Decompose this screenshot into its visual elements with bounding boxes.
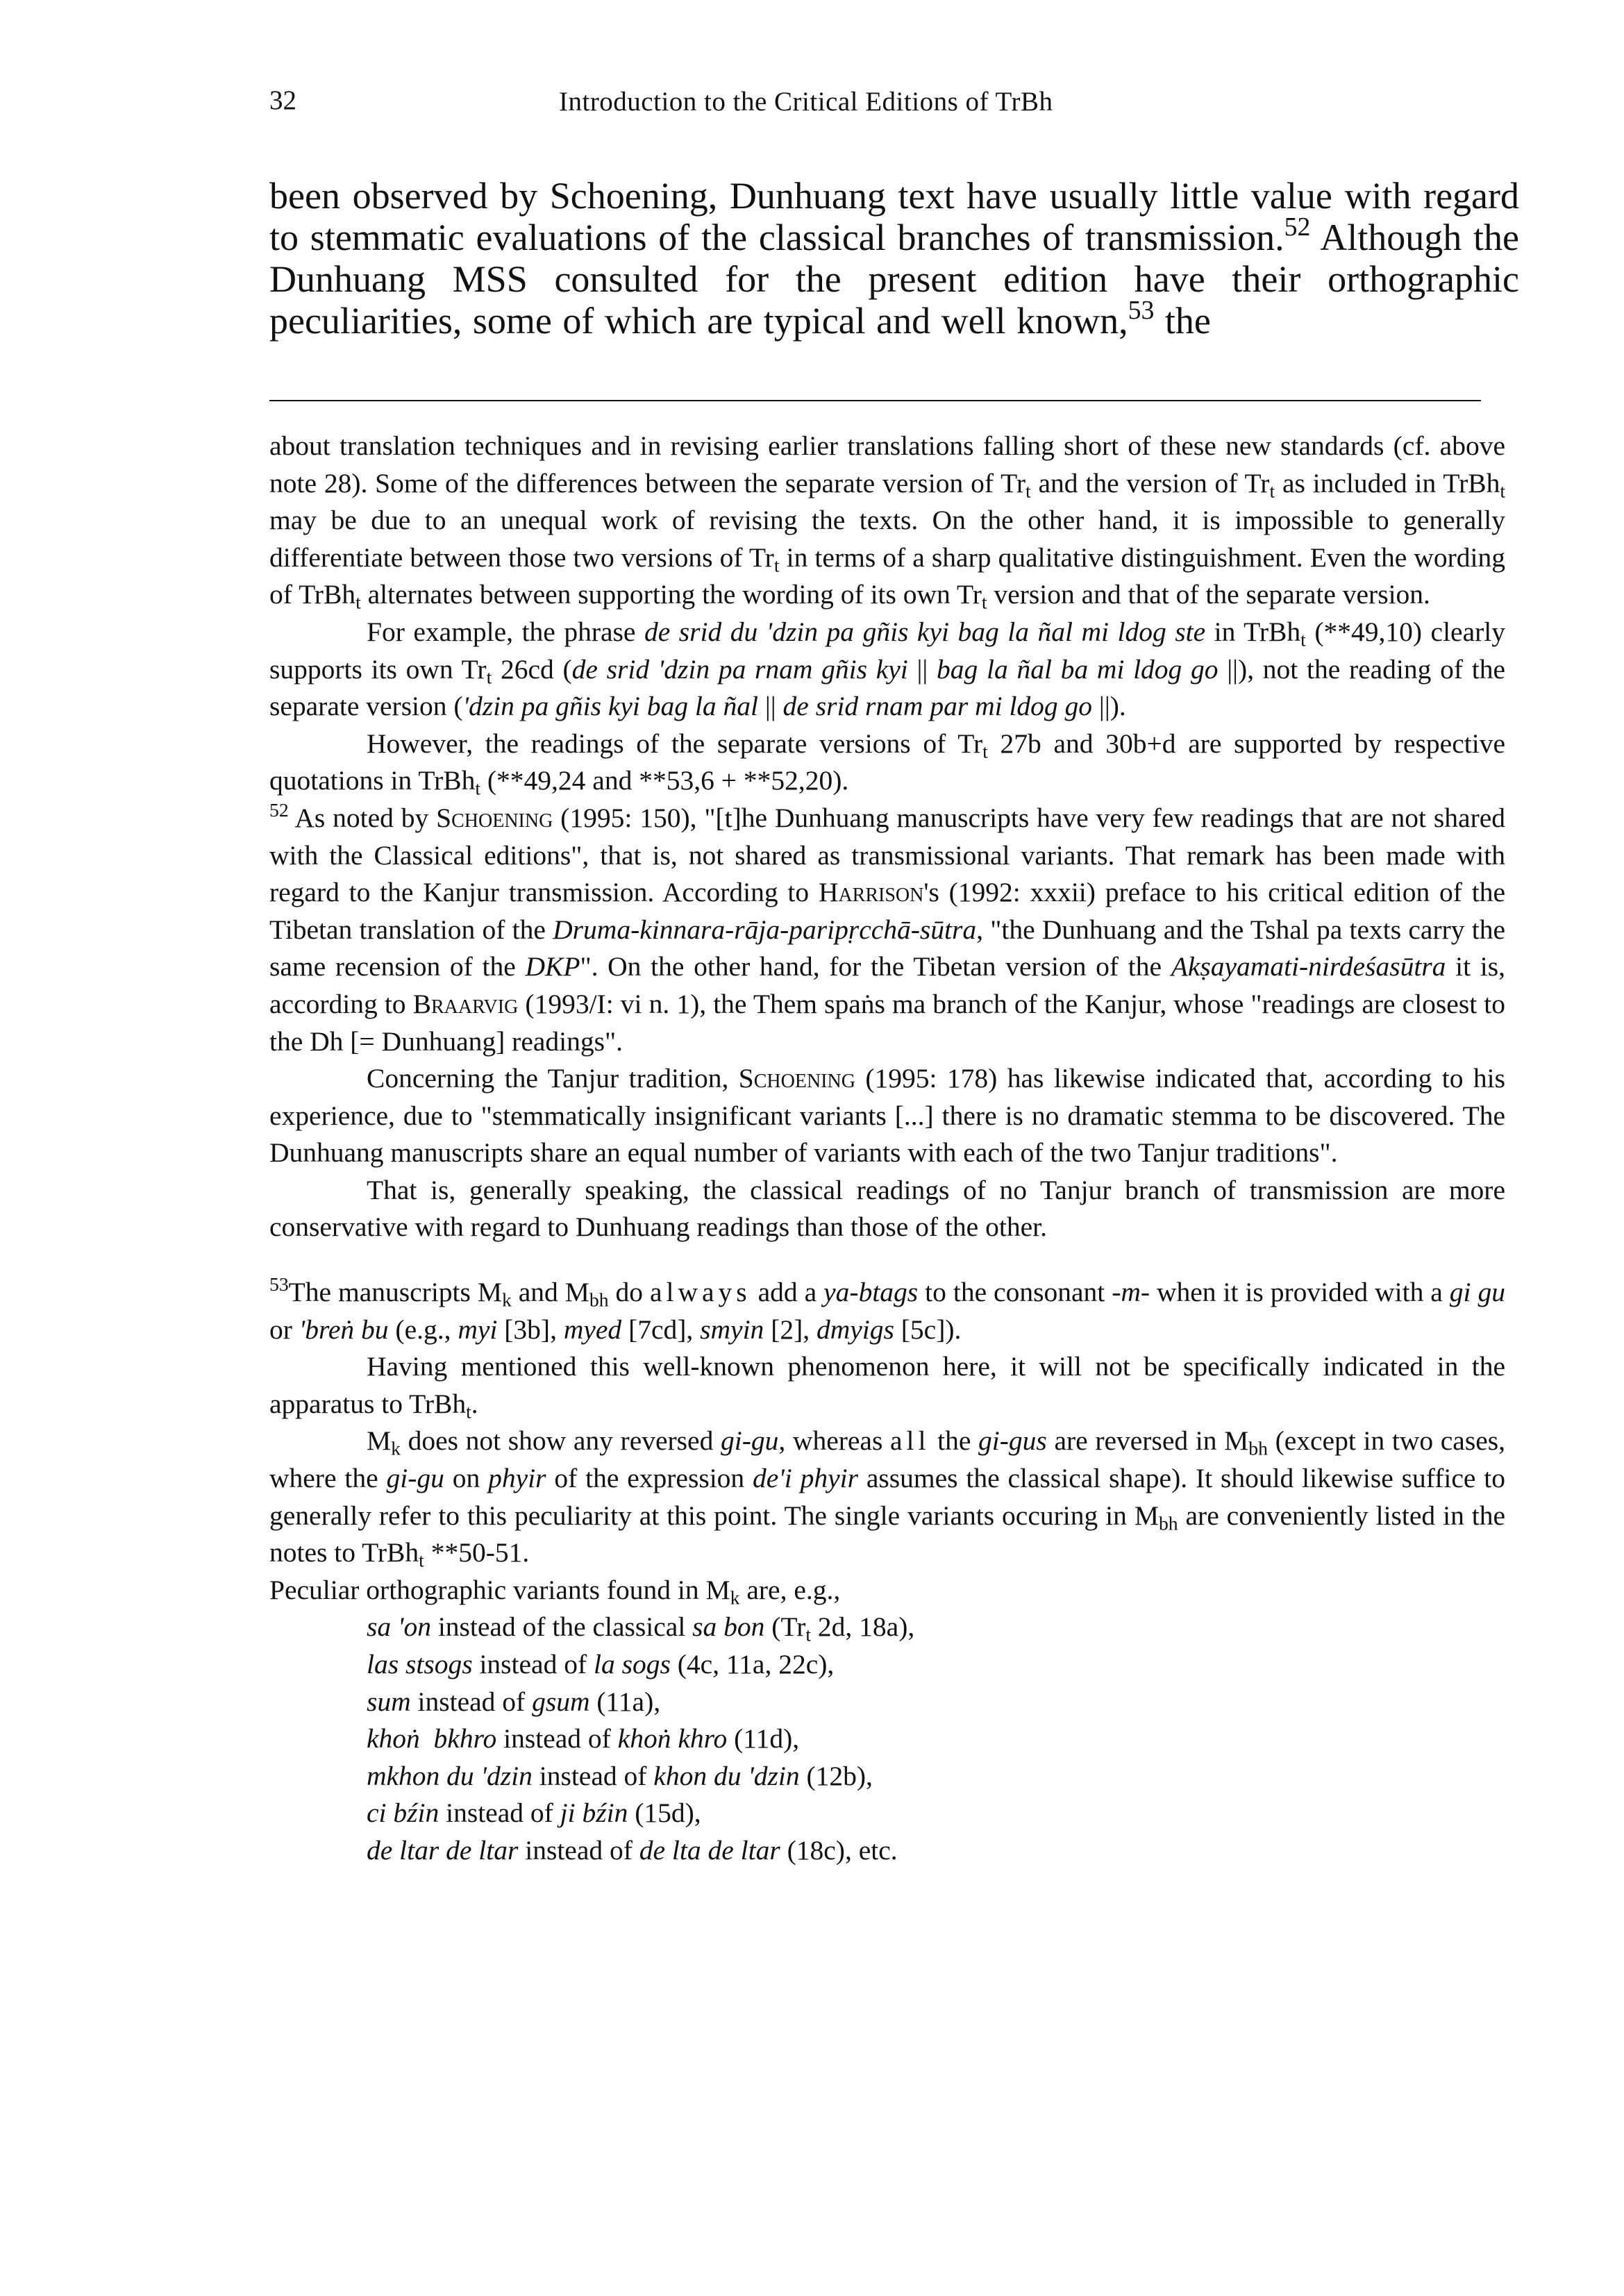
note-having-paragraph: Having mentioned this well-known phenomenon here, it will not be specifically indicated in the apparatus to TrBh$_t$. [269,1351,1505,1423]
footnotes [269,428,1505,1870]
note-continuation: about translation techniques and in revising earlier translations falling short of these new standards (cf. above note 28). Some of the differences between the separate version of $Tr_t$ and the version of $Tr_t$ as included in TrBh$_t$ may be due to an unequal work of revising the texts. On the other hand, it is impossible to generally differentiate between those two versions of $Tr_t$ in terms of a sharp qualitative distinguishment. Even the wording of TrBh$_t$ alternates between supporting the wording of its own $Tr_t$ version and that of the separate version. [269,430,1506,614]
variant-item: khoṅ bkhro instead of khoṅ khro (11d), [367,1723,800,1754]
variant-item: las stsogs instead of la sogs (4c, 11a, 22c), [367,1649,835,1679]
note-mk-paragraph: $M_k$ does not show any reversed gi-gu, whereas all the gi-gus are reversed in $M_{bh}$ (except in two cases, where the gi-gu on phyir of the expression de'i phyir assumes the classical shape). It should likewise suffice to generally refer to this peculiarity at this point. The single variants occuring in $M_{bh}$ are conveniently listed in the notes to TrBh$_t$ **50-51. [269,1425,1506,1571]
page-number: 32 [269,85,296,115]
variant-item: de ltar de ltar instead of de lta de ltar (18c), etc. [367,1834,898,1866]
variant-item: ci bźin instead of ji bźin (15d), [367,1798,701,1829]
variant-item: sum instead of gsum (11a), [367,1686,661,1717]
note-example-paragraph: For example, the phrase de srid du 'dzin pa gñis kyi bag la ñal mi ldog ste in TrBh$_t$ (**49,10) clearly supports its own $Tr_t$ 26cd (de srid 'dzin pa rnam gñis kyi || bag la ñal ba mi ldog go ||), not the reading of the separate version ('dzin pa gñis kyi bag la ñal || de srid rnam par mi ldog go ||). [269,616,1505,722]
footnote-52: $^{52}$ As noted by Schoening (1995: 150), "[t]he Dunhuang manuscripts have very few readings that are not shared with the Classical editions", that is, not shared as transmissional variants. That remark has been made with regard to the Kanjur transmission. According to Harrison's (1992: xxxii) preface to his critical edition of the Tibetan translation of the Druma-kinnara-rāja-paripṛcchā-sūtra, "the Dunhuang and the Tshal pa texts carry the same recension of the DKP". On the other hand, for the Tibetan version of the Akṣayamati-nirdeśasūtra it is, according to Braarvig (1993/I: vi n. 1), the Them spaṅs ma branch of the Kanjur, whose "readings are closest to the Dh [= Dunhuang] readings". [269,798,1506,1057]
main-text: been observed by Schoening, Dunhuang text have usually little value with regard to stemmatic evaluations of the classical branches of transmission.$^{52}$ Although the Dunhuang MSS consulted for the present edition have their orthographic peculiarities, some of which are typical and well known,$^{53}$ the [269,175,1519,342]
note-however-paragraph: However, the readings of the separate versions of $Tr_t$ 27b and 30b+d are supported by respective quotations in TrBh$_t$ (**49,24 and **53,6 + **52,20). [269,728,1505,800]
note-tanjur-paragraph: Concerning the Tanjur tradition, Schoening (1995: 178) has likewise indicated that, according to his experience, due to "stemmatically insignificant variants [...] there is no dramatic stemma to be discovered. The Dunhuang manuscripts share an equal number of variants with each of the two Tanjur traditions". [269,1063,1505,1168]
note-that-is-paragraph: That is, generally speaking, the classical readings of no Tanjur branch of transmission are more conservative with regard to Dunhuang readings than those of the other. [269,1174,1505,1243]
variant-item: sa 'on instead of the classical sa bon ($Tr_t$ 2d, 18a), [367,1611,915,1646]
footnote-52-number: 52 [269,798,289,821]
note-peculiar-line: Peculiar orthographic variants found in $M_k$ are, e.g., [269,1574,841,1609]
footnote-rule [269,400,1481,401]
variant-item: mkhon du 'dzin instead of khon du 'dzin (12b), [367,1760,873,1791]
footnote-53: $^{53}$The manuscripts $M_k$ and $M_{bh}$ do always add a ya-btags to the consonant -m- when it is provided with a gi gu or 'breṅ bu (e.g., myi [3b], myed [7cd], smyin [2], dmyigs [5c]). [269,1273,1505,1345]
running-title: Introduction to the Critical Editions of TrBh [559,87,1053,117]
footnote-53-number: 53 [269,1273,289,1295]
variant-list [269,1609,1505,1869]
footnote-ref-52[interactable]: 52 [1284,212,1311,242]
footnote-ref-53[interactable]: 53 [1128,296,1155,326]
